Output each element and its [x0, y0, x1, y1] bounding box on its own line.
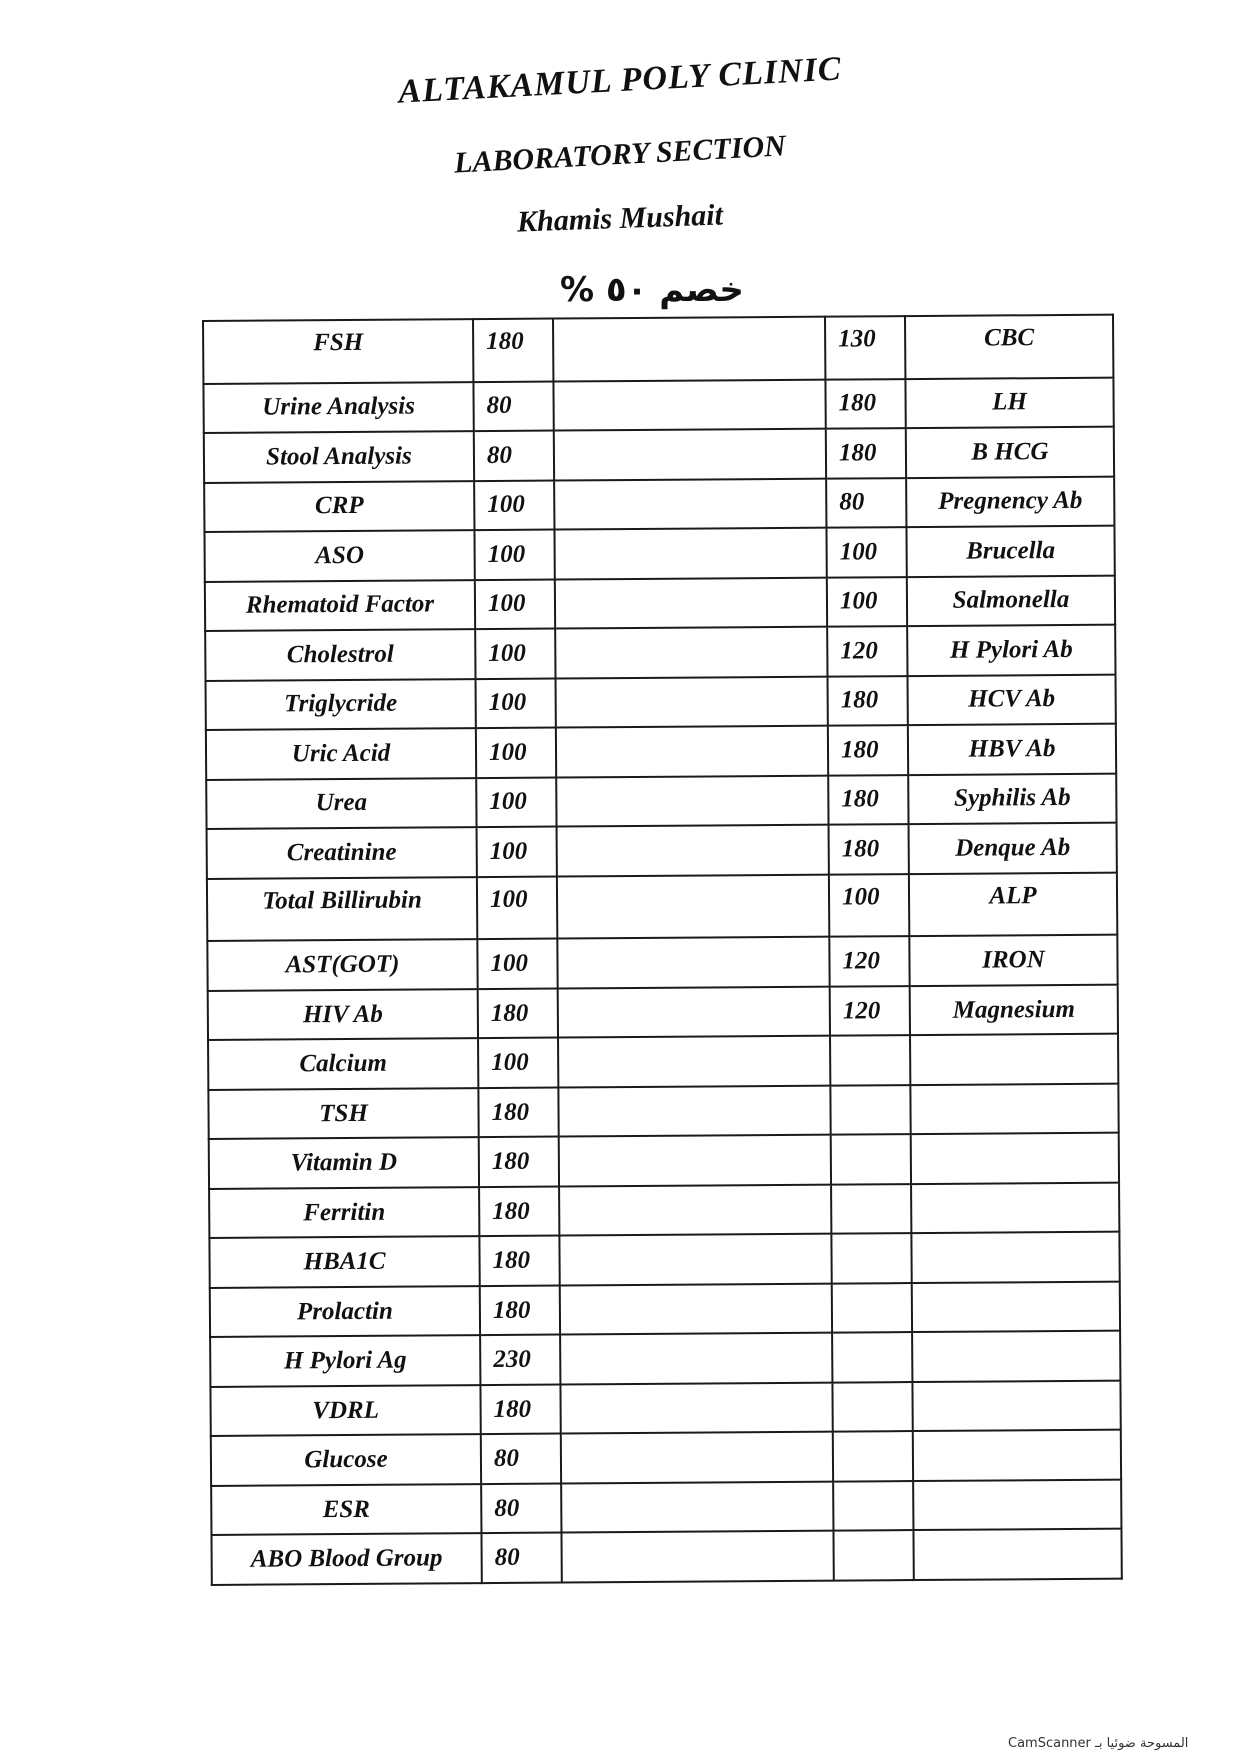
right-test-price: [831, 1233, 911, 1283]
blank-cell: [560, 1284, 832, 1335]
blank-cell: [557, 874, 829, 939]
blank-cell: [561, 1432, 833, 1483]
left-test-price: 100: [478, 1038, 558, 1088]
left-test-price: 100: [476, 777, 556, 827]
right-test-price: 180: [825, 379, 905, 429]
table-row: [205, 575, 1115, 631]
right-test-name: CBC: [905, 315, 1113, 379]
table-row: [211, 1430, 1121, 1486]
table-row: [203, 377, 1113, 433]
table-row: [208, 1084, 1118, 1140]
price-table-body: [203, 315, 1122, 1585]
blank-cell: [553, 379, 825, 430]
right-test-name: Brucella: [906, 526, 1114, 577]
right-test-name: Syphilis Ab: [908, 773, 1116, 824]
right-test-price: 100: [826, 527, 906, 577]
right-test-price: [833, 1530, 913, 1580]
left-test-price: 180: [478, 988, 558, 1038]
table-row: [204, 526, 1114, 582]
left-test-name: ABO Blood Group: [211, 1533, 481, 1584]
left-test-price: 80: [473, 381, 553, 431]
right-test-price: 120: [829, 936, 909, 986]
right-test-price: 120: [827, 626, 907, 676]
table-row: [207, 823, 1117, 879]
blank-cell: [560, 1383, 832, 1434]
right-test-price: 180: [828, 725, 908, 775]
table-row: [204, 427, 1114, 483]
blank-cell: [560, 1333, 832, 1384]
right-test-name: [911, 1183, 1119, 1234]
left-test-name: H Pylori Ag: [210, 1335, 480, 1386]
left-test-name: Vitamin D: [209, 1137, 479, 1188]
blank-cell: [557, 937, 829, 988]
table-row: [210, 1381, 1120, 1437]
right-test-name: HBV Ab: [908, 724, 1116, 775]
right-test-name: [910, 1034, 1118, 1085]
right-test-name: H Pylori Ab: [907, 625, 1115, 676]
right-test-price: [830, 1085, 910, 1135]
table-row: [204, 476, 1114, 532]
blank-cell: [553, 317, 825, 382]
right-test-price: 100: [827, 577, 907, 627]
left-test-name: Total Billirubin: [207, 877, 477, 942]
table-row: [209, 1133, 1119, 1189]
blank-cell: [554, 528, 826, 579]
left-test-name: Glucose: [211, 1434, 481, 1485]
left-test-price: 80: [474, 431, 554, 481]
left-test-name: Urine Analysis: [203, 382, 473, 433]
blank-cell: [558, 987, 830, 1038]
table-row: [206, 724, 1116, 780]
blank-cell: [557, 825, 829, 876]
left-test-price: 180: [479, 1137, 559, 1187]
right-test-name: [913, 1480, 1121, 1531]
left-test-name: VDRL: [210, 1385, 480, 1436]
table-row: [207, 872, 1117, 941]
blank-cell: [559, 1185, 831, 1236]
section-title: LABORATORY SECTION: [453, 129, 787, 180]
left-test-price: 100: [477, 827, 557, 877]
table-row: [209, 1183, 1119, 1239]
left-test-price: 80: [481, 1434, 561, 1484]
left-test-price: 100: [476, 678, 556, 728]
blank-cell: [559, 1234, 831, 1285]
left-test-name: Rhematoid Factor: [205, 580, 475, 631]
table-row: [211, 1480, 1121, 1536]
right-test-price: [832, 1332, 912, 1382]
left-test-price: 180: [480, 1285, 560, 1335]
table-row: [210, 1331, 1120, 1387]
left-test-price: 80: [481, 1533, 561, 1583]
left-test-name: Stool Analysis: [204, 431, 474, 482]
right-test-name: [910, 1084, 1118, 1135]
left-test-price: 180: [478, 1087, 558, 1137]
blank-cell: [556, 726, 828, 777]
left-test-price: 100: [474, 530, 554, 580]
left-test-name: ASO: [204, 530, 474, 581]
left-test-name: Urea: [206, 778, 476, 829]
left-test-name: Cholestrol: [205, 629, 475, 680]
left-test-name: Uric Acid: [206, 728, 476, 779]
left-test-name: TSH: [208, 1088, 478, 1139]
right-test-name: [912, 1331, 1120, 1382]
table-row: [208, 985, 1118, 1041]
right-test-name: [913, 1529, 1121, 1580]
left-test-name: Calcium: [208, 1038, 478, 1089]
left-test-price: 100: [475, 579, 555, 629]
left-test-price: 180: [479, 1236, 559, 1286]
blank-cell: [559, 1135, 831, 1186]
left-test-name: Creatinine: [207, 827, 477, 878]
table-row: [208, 1034, 1118, 1090]
table-row: [203, 315, 1113, 384]
left-test-price: 100: [477, 939, 557, 989]
left-test-price: 180: [473, 319, 553, 382]
right-test-name: B HCG: [906, 427, 1114, 478]
blank-cell: [558, 1036, 830, 1087]
right-test-name: [911, 1232, 1119, 1283]
right-test-price: 130: [825, 316, 905, 379]
price-table: [202, 314, 1121, 1586]
left-test-name: HBA1C: [209, 1236, 479, 1287]
right-test-price: 80: [826, 478, 906, 528]
right-test-name: IRON: [909, 935, 1117, 986]
right-test-price: [832, 1283, 912, 1333]
right-test-price: 180: [828, 676, 908, 726]
left-test-price: 100: [476, 728, 556, 778]
table-row: [211, 1529, 1121, 1585]
right-test-name: Magnesium: [910, 985, 1118, 1036]
right-test-name: [911, 1133, 1119, 1184]
blank-cell: [556, 676, 828, 727]
right-test-price: 180: [826, 428, 906, 478]
left-test-name: Prolactin: [210, 1286, 480, 1337]
location-title: Khamis Mushait: [516, 198, 724, 239]
right-test-price: [830, 1035, 910, 1085]
left-test-price: 180: [479, 1186, 559, 1236]
scanner-watermark: CamScanner المسوحة ضوئيا بـ: [1008, 1736, 1189, 1751]
table-row: [205, 625, 1115, 681]
right-test-name: Salmonella: [907, 575, 1115, 626]
blank-cell: [554, 429, 826, 480]
blank-cell: [561, 1482, 833, 1533]
table-row: [207, 935, 1117, 991]
right-test-price: [831, 1184, 911, 1234]
blank-cell: [555, 627, 827, 678]
blank-cell: [561, 1531, 833, 1582]
right-test-price: [833, 1481, 913, 1531]
left-test-price: 180: [480, 1384, 560, 1434]
left-test-price: 80: [481, 1483, 561, 1533]
right-test-name: Denque Ab: [909, 823, 1117, 874]
right-test-price: 100: [829, 874, 909, 937]
right-test-name: [913, 1430, 1121, 1481]
right-test-name: [912, 1282, 1120, 1333]
left-test-name: FSH: [203, 319, 473, 384]
left-test-name: Ferritin: [209, 1187, 479, 1238]
right-test-price: 180: [829, 824, 909, 874]
right-test-name: [912, 1381, 1120, 1432]
right-test-price: [832, 1382, 912, 1432]
left-test-price: 100: [477, 876, 557, 939]
right-test-price: 180: [828, 775, 908, 825]
left-test-name: ESR: [211, 1484, 481, 1535]
table-row: [206, 773, 1116, 829]
left-test-name: CRP: [204, 481, 474, 532]
right-test-price: [833, 1431, 913, 1481]
blank-cell: [555, 577, 827, 628]
left-test-price: 100: [474, 480, 554, 530]
clinic-name: ALTAKAMUL POLY CLINIC: [397, 50, 843, 111]
table-row: [210, 1282, 1120, 1338]
blank-cell: [558, 1086, 830, 1137]
right-test-price: 120: [830, 986, 910, 1036]
left-test-price: 230: [480, 1335, 560, 1385]
right-test-name: HCV Ab: [908, 674, 1116, 725]
left-test-name: HIV Ab: [208, 989, 478, 1040]
discount-note: خصم ٥٠ %: [560, 270, 744, 310]
right-test-name: Pregnency Ab: [906, 476, 1114, 527]
right-test-price: [831, 1134, 911, 1184]
blank-cell: [556, 775, 828, 826]
left-test-price: 100: [475, 629, 555, 679]
left-test-name: Triglycride: [206, 679, 476, 730]
right-test-name: LH: [905, 377, 1113, 428]
right-test-name: ALP: [909, 872, 1117, 936]
left-test-name: AST(GOT): [207, 939, 477, 990]
blank-cell: [554, 478, 826, 529]
table-row: [209, 1232, 1119, 1288]
table-row: [206, 674, 1116, 730]
